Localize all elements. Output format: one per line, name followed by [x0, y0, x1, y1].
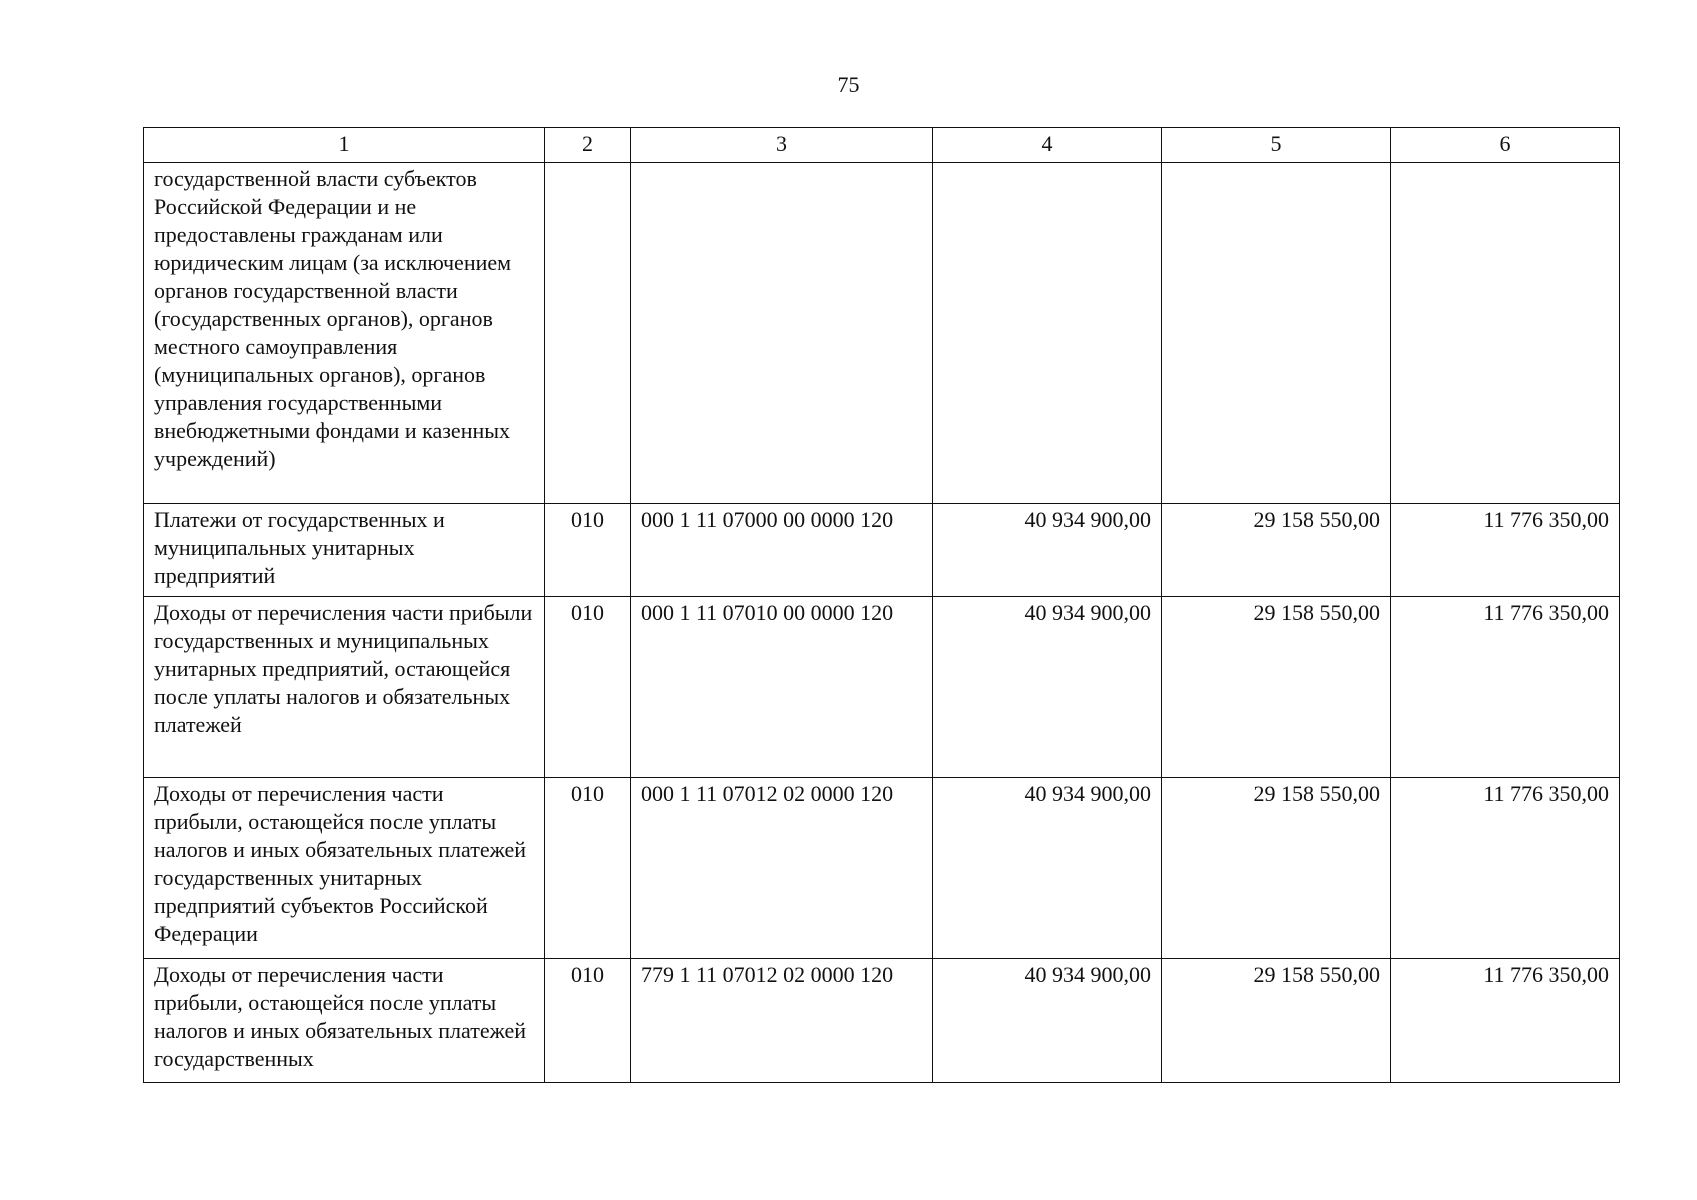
row-value-cell: 40 934 900,00 [933, 959, 1162, 1083]
row-code-cell [545, 163, 631, 504]
row-code-cell: 010 [545, 959, 631, 1083]
column-header: 4 [933, 128, 1162, 163]
row-value-cell: 40 934 900,00 [933, 778, 1162, 959]
page-number: 75 [837, 72, 860, 97]
table-row [144, 163, 1620, 504]
row-value-cell: 29 158 550,00 [1162, 959, 1391, 1083]
table-row [144, 597, 1620, 778]
row-value-cell [1162, 163, 1391, 504]
row-name-cell: государственной власти субъектов Российской Федерации и не предоставлены гражданам или юридическим лицам (за исключением органов государственной власти (государственных органов), органов местного самоуправления (муниципальных органов), органов управления государственными внебюджетными фондами и казенных учреждений) [144, 163, 545, 504]
row-name-cell: Доходы от перечисления части прибыли государственных и муниципальных унитарных предприятий, остающейся после уплаты налогов и обязательных платежей [144, 597, 545, 778]
row-code-cell: 010 [545, 597, 631, 778]
revenue-table [143, 127, 1620, 1083]
column-header: 2 [545, 128, 631, 163]
row-value-cell [1391, 163, 1620, 504]
row-name-cell: Платежи от государственных и муниципальных унитарных предприятий [144, 504, 545, 597]
row-kbk-cell: 779 1 11 07012 02 0000 120 [631, 959, 933, 1083]
column-header: 5 [1162, 128, 1391, 163]
row-kbk-cell: 000 1 11 07000 00 0000 120 [631, 504, 933, 597]
table-row [144, 959, 1620, 1083]
table-header-row [144, 128, 1620, 163]
row-value-cell: 11 776 350,00 [1391, 778, 1620, 959]
row-kbk-cell [631, 163, 933, 504]
column-header: 3 [631, 128, 933, 163]
row-value-cell: 11 776 350,00 [1391, 504, 1620, 597]
column-header: 6 [1391, 128, 1620, 163]
row-value-cell: 40 934 900,00 [933, 504, 1162, 597]
row-code-cell: 010 [545, 504, 631, 597]
row-value-cell: 29 158 550,00 [1162, 778, 1391, 959]
row-value-cell: 29 158 550,00 [1162, 597, 1391, 778]
row-value-cell: 40 934 900,00 [933, 597, 1162, 778]
row-kbk-cell: 000 1 11 07012 02 0000 120 [631, 778, 933, 959]
row-name-cell: Доходы от перечисления части прибыли, остающейся после уплаты налогов и иных обязательных платежей государственных [144, 959, 545, 1083]
row-value-cell: 11 776 350,00 [1391, 959, 1620, 1083]
column-header: 1 [144, 128, 545, 163]
row-value-cell [933, 163, 1162, 504]
row-kbk-cell: 000 1 11 07010 00 0000 120 [631, 597, 933, 778]
row-value-cell: 29 158 550,00 [1162, 504, 1391, 597]
table-row [144, 778, 1620, 959]
row-value-cell: 11 776 350,00 [1391, 597, 1620, 778]
table-row [144, 504, 1620, 597]
row-name-cell: Доходы от перечисления части прибыли, остающейся после уплаты налогов и иных обязательных платежей государственных унитарных предприятий субъектов Российской Федерации [144, 778, 545, 959]
row-code-cell: 010 [545, 778, 631, 959]
